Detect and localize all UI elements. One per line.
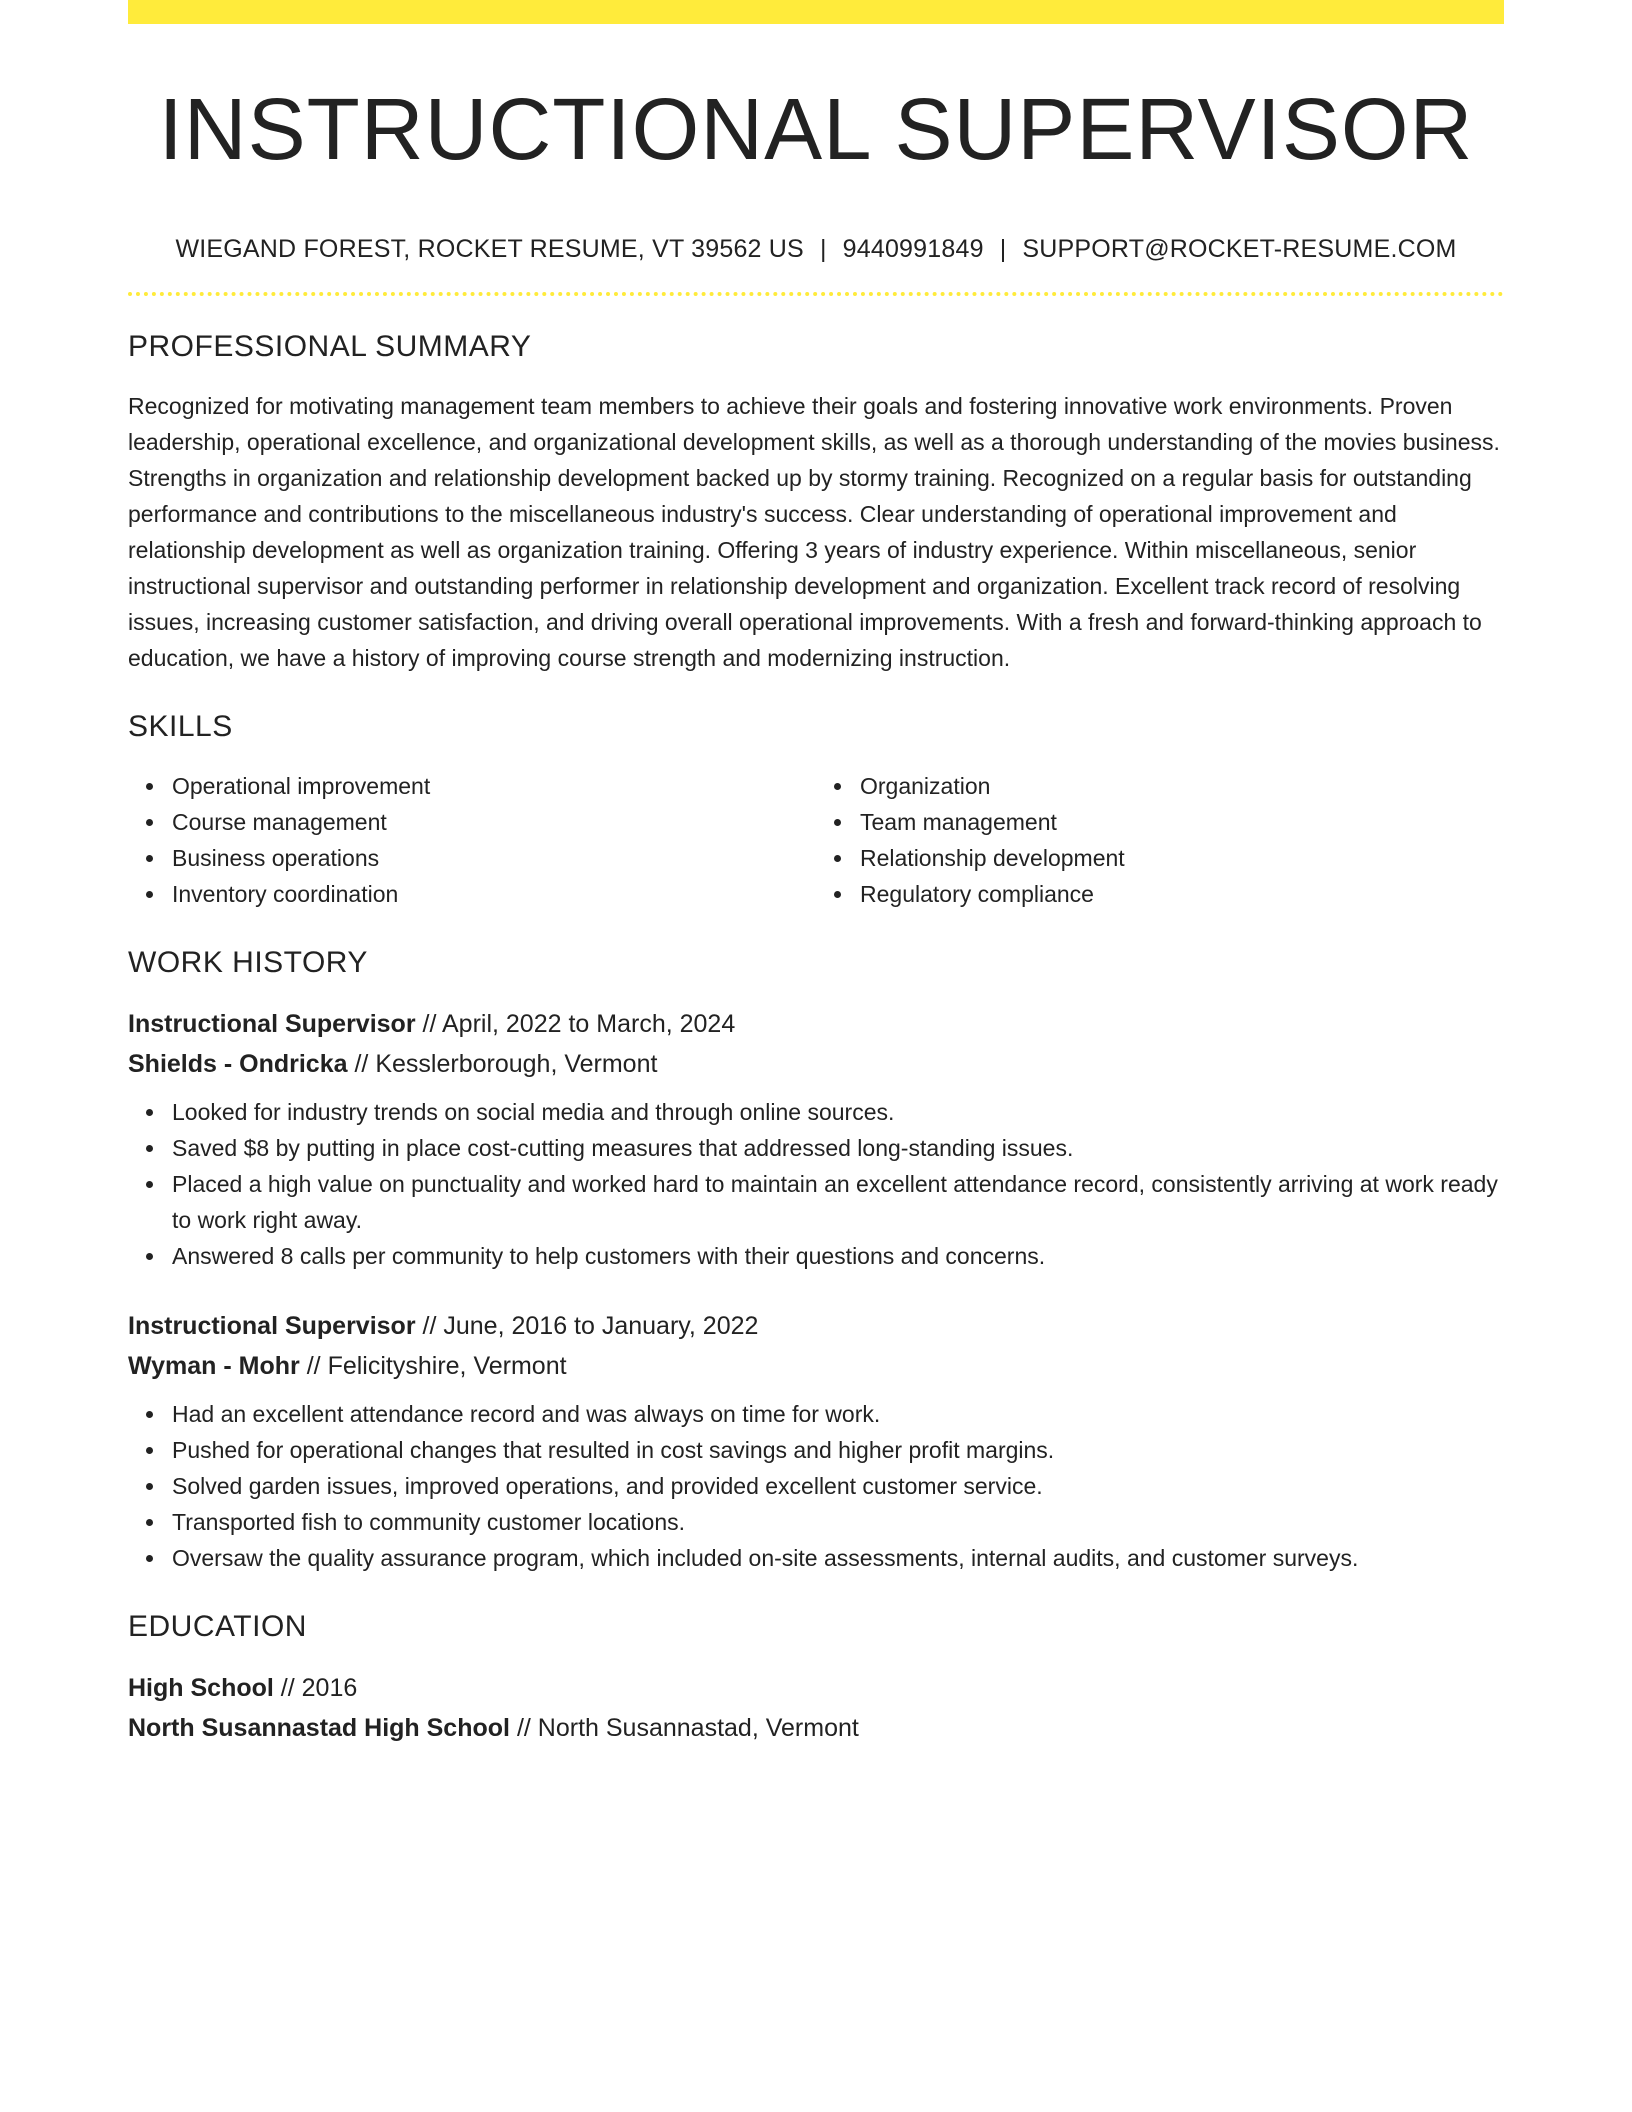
skills-heading: SKILLS	[128, 709, 233, 743]
delimiter: //	[422, 1311, 437, 1340]
contact-address: WIEGAND FOREST, ROCKET RESUME, VT 39562 US	[175, 234, 804, 263]
job-bullet: Solved garden issues, improved operations, and provided excellent customer service.	[172, 1468, 1504, 1504]
education-heading: EDUCATION	[128, 1609, 307, 1643]
job-bullet: Placed a high value on punctuality and worked hard to maintain an excellent attendance record, consistently arriving at work ready to work right away.	[172, 1166, 1504, 1238]
job-dates: April, 2022 to March, 2024	[442, 1009, 736, 1038]
summary-text: Recognized for motivating management team members to achieve their goals and fostering innovative work environments. Proven leadership, operational excellence, and organizational development skills, as well as a thorough understanding of the movies business. Strengths in organization and relationship development backed up by stormy training. Recognized on a regular basis for outstanding performance and contributions to the miscellaneous industry's success. Clear understanding of operational improvement and relationship development as well as organization training. Offering 3 years of industry experience. Within miscellaneous, senior instructional supervisor and outstanding performer in relationship development and organization. Excellent track record of resolving issues, increasing customer satisfaction, and driving overall operational improvements. With a fresh and forward-thinking approach to education, we have a history of improving course strength and modernizing instruction.	[128, 392, 1500, 671]
delimiter: //	[422, 1009, 437, 1038]
delimiter: //	[516, 1713, 531, 1742]
job-company-line	[128, 1346, 1504, 1386]
job-bullets	[128, 1094, 1504, 1274]
delimiter: //	[354, 1049, 369, 1078]
job-bullet: Saved $8 by putting in place cost-cutting measures that addressed long-standing issues.	[172, 1130, 1504, 1166]
contact-email: SUPPORT@ROCKET-RESUME.COM	[1022, 234, 1457, 263]
skills-grid	[128, 768, 1504, 912]
job-company-line	[128, 1044, 1504, 1084]
skills-list-right	[816, 768, 1504, 912]
education-school-line	[128, 1708, 1504, 1748]
dotted-divider	[128, 292, 1504, 296]
work-history-section	[128, 946, 1504, 1576]
education-year: 2016	[301, 1673, 358, 1702]
skill-item: Team management	[860, 804, 1504, 840]
job-title-line	[128, 1306, 1504, 1346]
education-location: North Susannastad, Vermont	[537, 1713, 859, 1742]
education-school: North Susannastad High School	[128, 1713, 510, 1742]
job-location: Kesslerborough, Vermont	[375, 1049, 658, 1078]
candidate-name: INSTRUCTIONAL SUPERVISOR	[158, 81, 1474, 178]
skills-list-left	[128, 768, 816, 912]
skills-column-left	[128, 768, 816, 912]
delimiter: //	[306, 1351, 321, 1380]
education-degree: High School	[128, 1673, 274, 1702]
job-title-line	[128, 1004, 1504, 1044]
accent-top-bar	[128, 0, 1504, 24]
job-bullet: Transported fish to community customer locations.	[172, 1504, 1504, 1540]
work-history-heading: WORK HISTORY	[128, 945, 368, 979]
skill-item: Relationship development	[860, 840, 1504, 876]
job-company: Wyman - Mohr	[128, 1351, 300, 1380]
job-entry	[128, 1306, 1504, 1576]
contact-line	[128, 234, 1504, 264]
job-bullet: Pushed for operational changes that resulted in cost savings and higher profit margins.	[172, 1432, 1504, 1468]
job-dates: June, 2016 to January, 2022	[443, 1311, 759, 1340]
job-company: Shields - Ondricka	[128, 1049, 348, 1078]
education-section	[128, 1610, 1504, 1748]
education-degree-line	[128, 1668, 1504, 1708]
contact-separator: |	[999, 234, 1007, 263]
job-role: Instructional Supervisor	[128, 1009, 416, 1038]
contact-separator: |	[819, 234, 827, 263]
job-bullet: Oversaw the quality assurance program, which included on-site assessments, internal audits, and customer surveys.	[172, 1540, 1504, 1576]
skill-item: Operational improvement	[172, 768, 816, 804]
skill-item: Inventory coordination	[172, 876, 816, 912]
summary-heading: PROFESSIONAL SUMMARY	[128, 329, 532, 363]
job-bullet: Looked for industry trends on social media and through online sources.	[172, 1094, 1504, 1130]
delimiter: //	[280, 1673, 295, 1702]
job-entry	[128, 1004, 1504, 1274]
job-bullet: Answered 8 calls per community to help customers with their questions and concerns.	[172, 1238, 1504, 1274]
job-location: Felicityshire, Vermont	[327, 1351, 567, 1380]
job-bullets	[128, 1396, 1504, 1576]
skill-item: Regulatory compliance	[860, 876, 1504, 912]
skill-item: Business operations	[172, 840, 816, 876]
resume-page	[128, 0, 1504, 1748]
summary-section	[128, 330, 1504, 676]
skill-item: Course management	[172, 804, 816, 840]
contact-phone: 9440991849	[842, 234, 984, 263]
skill-item: Organization	[860, 768, 1504, 804]
skills-section	[128, 710, 1504, 912]
job-bullet: Had an excellent attendance record and was always on time for work.	[172, 1396, 1504, 1432]
skills-column-right	[816, 768, 1504, 912]
job-role: Instructional Supervisor	[128, 1311, 416, 1340]
